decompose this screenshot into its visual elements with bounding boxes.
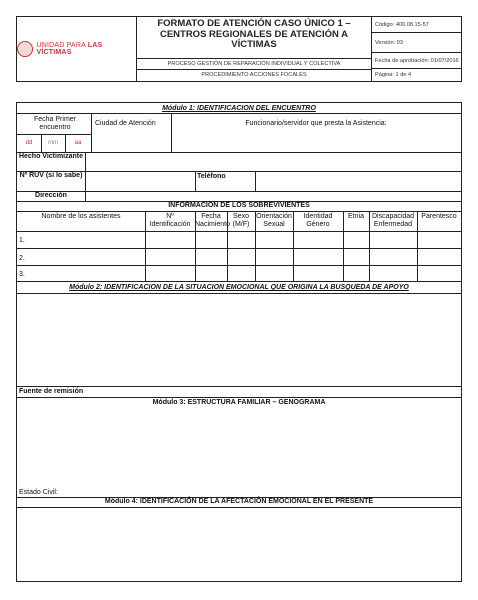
modulo3-title: Módulo 3: ESTRUCTURA FAMILIAR – GENOGRAMA [152, 399, 326, 406]
procedure-name: PROCEDIMIENTO ACCIONES FOCALES [137, 70, 372, 81]
ruv-label: Nº RUV (si lo sabe) [19, 172, 83, 179]
fecha-primer-label: Fecha Primer encuentro [33, 116, 76, 131]
hecho-label: Hecho Victimizante [18, 153, 84, 160]
modulo2-text-area[interactable] [17, 294, 461, 386]
col-parentesco: Parentesco [421, 213, 457, 220]
institution-logo [17, 17, 137, 81]
modulo2-title: Módulo 2: IDENTIFICACION DE LA SITUACION EMOCIONAL QUE ORIGINA LA BUSQUEDA DE APOYO [69, 284, 409, 291]
document-header [16, 16, 462, 82]
form-body [16, 102, 462, 582]
estado-civil-label: Estado Civil: [19, 489, 58, 496]
col-sexo: Sexo (M/F) [232, 213, 250, 228]
modulo4-text-area[interactable] [17, 508, 461, 580]
year-field[interactable]: aa [74, 140, 82, 146]
approval-date: Fecha de aprobación: 01/07/2016 [372, 53, 462, 69]
col-nombre: Nombre de los asistentes [41, 213, 121, 220]
modulo1-title: Módulo 1: IDENTIFICACION DEL ENCUENTRO [162, 105, 316, 112]
col-discapacidad: Discapacidad Enfermedad [371, 213, 415, 228]
row-1-label: 1. [19, 237, 25, 244]
coat-of-arms-icon [17, 41, 33, 57]
document-version: Versión: 03 [372, 33, 462, 53]
process-name: PROCESO GESTIÓN DE REPARACIÓN INDIVIDUAL Y COLECTIVA [137, 59, 372, 70]
day-field[interactable]: dd [25, 140, 33, 146]
document-title: FORMATO DE ATENCIÓN CASO ÚNICO 1 – CENTROS REGIONALES DE ATENCIÓN A VÍCTIMAS [137, 17, 372, 59]
col-identidad: Identidad Género [303, 213, 333, 228]
col-fecha-nacimiento: Fecha Nacimiento [195, 213, 231, 228]
page-number: Página: 1 de 4 [375, 72, 412, 78]
month-field[interactable]: mm [48, 140, 58, 146]
col-identificacion: Nº Identificación [149, 213, 191, 228]
logo-text: UNIDAD PARA LAS VÍCTIMAS [36, 42, 103, 56]
telefono-label: Teléfono [197, 173, 226, 180]
ciudad-label: Ciudad de Atención [95, 120, 156, 127]
row-2-label: 2. [19, 255, 25, 262]
col-orientacion: Orientación Sexual [256, 213, 292, 228]
document-code: Código: 400.08.15-57 [372, 17, 462, 33]
sobrevivientes-title: INFORMACION DE LOS SOBREVIVIENTES [168, 202, 310, 209]
modulo4-title: Módulo 4: IDENTIFICACIÓN DE LA AFECTACIÓN EMOCIONAL EN EL PRESENTE [104, 498, 374, 505]
col-etnia: Etnia [348, 213, 364, 220]
genograma-area[interactable] [17, 409, 461, 489]
row-3-label: 3. [19, 271, 25, 278]
fuente-remision-label: Fuente de remisión [19, 388, 84, 395]
funcionario-label: Funcionario/servidor que presta la Asistencia: [245, 120, 387, 127]
direccion-label: Dirección [35, 192, 67, 199]
